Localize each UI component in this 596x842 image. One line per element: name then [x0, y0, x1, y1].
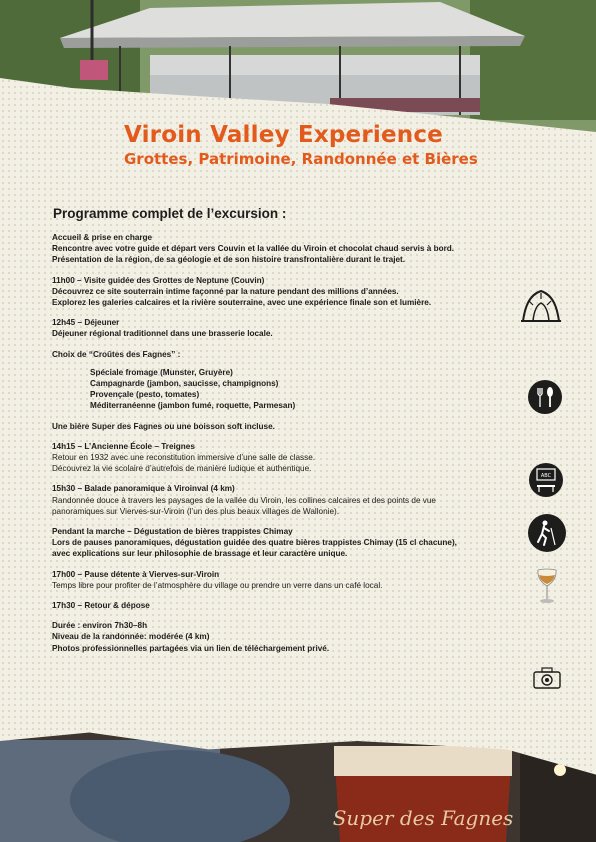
menu-option: Méditerranéenne (jambon fumé, roquette, Parmesan)	[90, 401, 296, 411]
section-line: Retour en 1932 avec une reconstitution immersive d’une salle de classe.	[52, 453, 316, 463]
section-line: Explorez les galeries calcaires et la rivière souterraine, avec une expérience finale son et lumière.	[52, 298, 432, 308]
section-line: Découvrez la vie scolaire d’autrefois de manière ludique et authentique.	[52, 464, 312, 474]
section-infos	[52, 620, 512, 654]
section-croutes	[52, 349, 512, 412]
section-grottes	[52, 275, 512, 309]
info-line: Durée : environ 7h30–8h	[52, 621, 148, 631]
menu-option: Provençale (pesto, tomates)	[90, 390, 200, 400]
section-line: Déjeuner régional traditionnel dans une brasserie locale.	[52, 329, 273, 339]
section-title: 11h00 – Visite guidée des Grottes de Neptune (Couvin)	[52, 275, 265, 285]
section-title: Pendant la marche – Dégustation de bières trappistes Chimay	[52, 527, 293, 537]
section-line: Randonnée douce à travers les paysages de la vallée du Viroin, les collines calcaires et des points de vue	[52, 495, 436, 505]
camera-icon	[533, 667, 561, 694]
section-balade	[52, 483, 512, 517]
info-line: Niveau de la randonnée: modérée (4 km)	[52, 632, 210, 642]
section-line: Découvrez ce site souterrain intime façonné par la nature pendant des millions d’années.	[52, 286, 399, 296]
svg-text:ABC: ABC	[540, 473, 552, 479]
section-biere-note	[52, 421, 512, 432]
section-line: Lors de pauses panoramiques, dégustation guidée des quatre bières trappistes Chimay (15 cl chacune),	[52, 538, 457, 548]
cave-icon	[521, 287, 561, 328]
info-line: Photos professionnelles partagées via un lien de téléchargement privé.	[52, 643, 330, 653]
menu-option: Campagnarde (jambon, saucisse, champignons)	[90, 379, 279, 389]
section-accueil	[52, 232, 512, 266]
program-heading: Programme complet de l’excursion :	[53, 206, 287, 221]
program-content	[52, 206, 512, 663]
section-dejeuner	[52, 317, 512, 339]
section-title: 15h30 – Balade panoramique à Viroinval (4 km)	[52, 484, 235, 494]
section-line: Présentation de la région, de sa géologie et de son histoire transfrontalière durant le trajet.	[52, 255, 406, 265]
section-title: 14h15 – L’Ancienne École – Treignes	[52, 441, 195, 451]
section-retour	[52, 600, 512, 611]
page-subtitle: Grottes, Patrimoine, Randonnée et Bières	[124, 150, 478, 168]
page-title: Viroin Valley Experience	[124, 122, 443, 148]
beer-glass-brand-text: Super des Fagnes	[332, 806, 514, 830]
section-line: panoramiques sur Vierves-sur-Viroin (l’un des plus beaux villages de Wallonie).	[52, 506, 340, 516]
section-title: 12h45 – Déjeuner	[52, 318, 120, 328]
section-ecole	[52, 441, 512, 475]
classroom-icon	[529, 463, 563, 502]
hiker-icon	[528, 514, 566, 557]
section-line: Temps libre pour profiter de l’atmosphère du village ou prendre un verre dans un café local.	[52, 580, 383, 590]
beer-glass-icon	[536, 568, 558, 609]
section-title: Choix de “Croûtes des Fagnes” :	[52, 349, 181, 359]
section-line: Rencontre avec votre guide et départ vers Couvin et la vallée du Viroin et chocolat chaud servis à bord.	[52, 244, 455, 254]
cutlery-icon	[528, 380, 562, 419]
section-title: Accueil & prise en charge	[52, 233, 153, 242]
section-title: 17h30 – Retour & dépose	[52, 601, 150, 611]
section-degustation	[52, 526, 512, 560]
section-title: 17h00 – Pause détente à Vierves-sur-Viroin	[52, 569, 220, 579]
menu-option: Spéciale fromage (Munster, Gruyère)	[90, 367, 233, 377]
section-pause	[52, 569, 512, 591]
beer-note: Une bière Super des Fagnes ou une boisson soft incluse.	[52, 421, 275, 431]
section-line: avec explications sur leur philosophie de brassage et leur caractère unique.	[52, 549, 348, 559]
